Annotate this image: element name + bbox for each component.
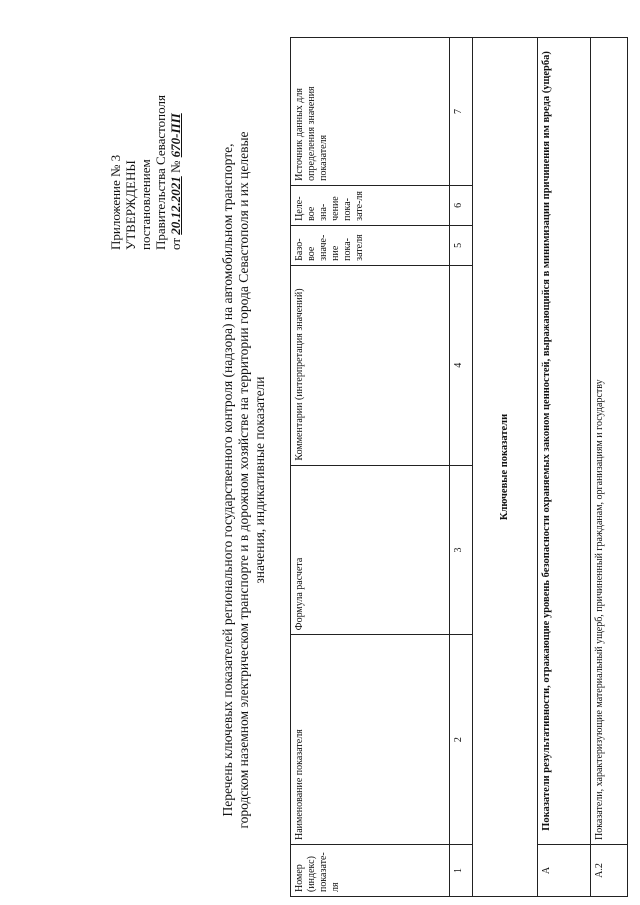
table-header-row [291, 38, 450, 897]
group-a-row [538, 38, 591, 897]
header-target-value: Целе-вое зна-чение пока-зате-ля [291, 185, 450, 225]
approval-block [108, 50, 183, 250]
header-formula: Формула расчета [291, 465, 450, 635]
column-number: 3 [450, 465, 473, 635]
number-prefix: № [168, 160, 183, 173]
date-line [168, 50, 183, 250]
approval-number: 670-ПП [168, 113, 183, 158]
header-source: Источник данных для определения значения показателя [291, 38, 450, 186]
header-base-value: Базо-вое значе-ние пока-зателя [291, 225, 450, 265]
authority-label: Правительства Севастополя [153, 95, 168, 250]
group-a-text: Показатели результативности, отражающие уровень безопасности охраняемых законом ценностей, выражающийся в минимизации причинения им вреда (ущерба) [538, 38, 591, 845]
appendix-label: Приложение № 3 [108, 154, 123, 250]
date-prefix: от [168, 237, 183, 250]
column-number-row [450, 38, 473, 897]
column-number: 5 [450, 225, 473, 265]
header-comments: Комментарии (интерпретация значений) [291, 265, 450, 465]
column-number: 2 [450, 635, 473, 845]
row-a2-text: Показатели, характеризующие материальный ущерб, причиненный гражданам, организациям и государству [591, 38, 628, 845]
approved-by-label: постановлением [138, 159, 153, 250]
column-number: 7 [450, 38, 473, 186]
header-name: Наименование показателя [291, 635, 450, 845]
header-index: Номер (индекс) показате-ля [291, 845, 450, 897]
section-label: Ключевые показатели [473, 38, 538, 897]
row-a2 [591, 38, 628, 897]
indicators-table [290, 37, 628, 897]
row-a2-index: А.2 [591, 845, 628, 897]
section-row [473, 38, 538, 897]
column-number: 4 [450, 265, 473, 465]
approval-date: 20.12.2021 [168, 176, 183, 235]
group-a-index: А [538, 845, 591, 897]
column-number: 1 [450, 845, 473, 897]
approved-label: УТВЕРЖДЕНЫ [123, 160, 138, 250]
document-title: Перечень ключевых показателей регионального государственного контроля (надзора) на автомобильном транспорте, городском наземном электрическом транспорте и в дорожном хозяйстве на территории города Севастополя и их целевые значения, индикативные показатели [220, 131, 267, 829]
column-number: 6 [450, 185, 473, 225]
